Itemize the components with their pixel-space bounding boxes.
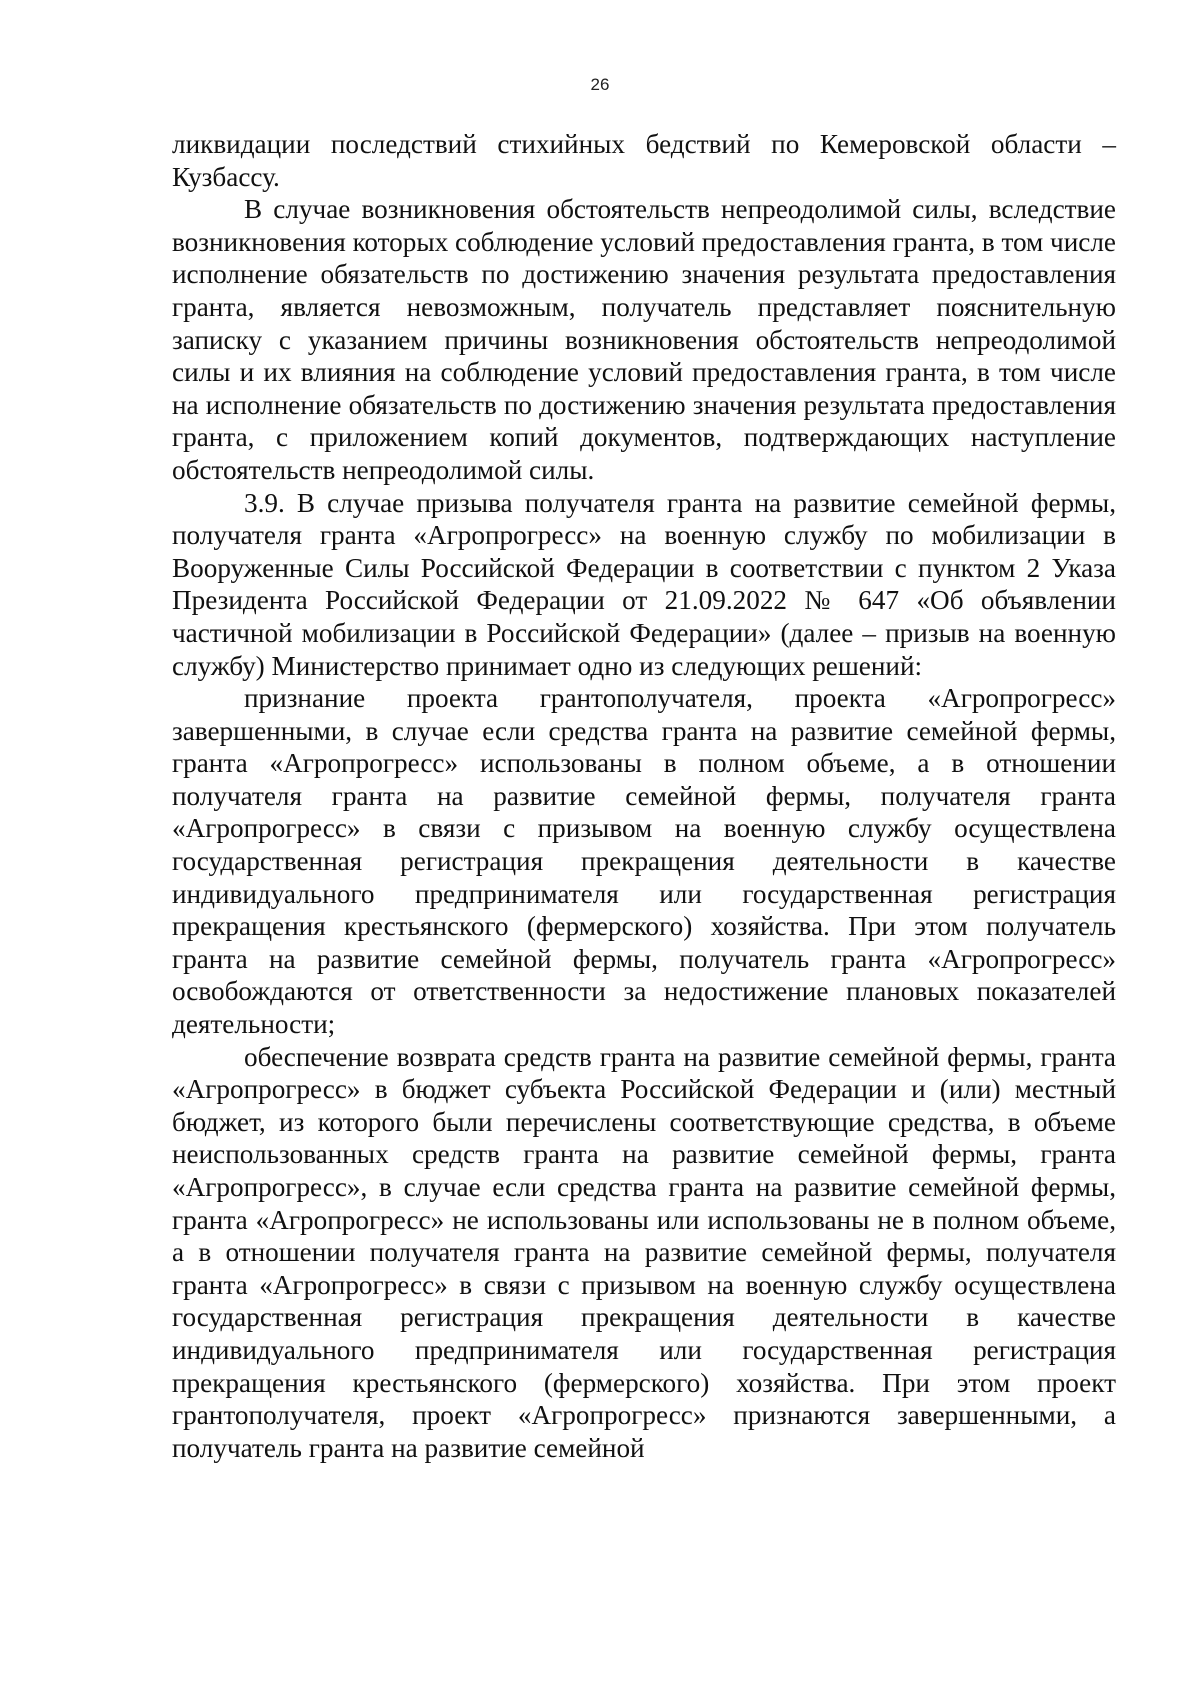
paragraph-force-majeure: В случае возникновения обстоятельств непреодолимой силы, вследствие возникновения которых соблюдение условий предоставления гранта, в том числе исполнение обязательств по достижению значения результата предоставления гранта, является невозможным, получатель представляет пояснительную записку с указанием причины возникновения обстоятельств непреодолимой силы и их влияния на соблюдение условий предоставления гранта, в том числе на исполнение обязательств по достижению значения результата предоставления гранта, с приложением копий документов, подтверждающих наступление обстоятельств непреодолимой силы. [172,194,1116,485]
page-number: 26 [590,75,610,94]
paragraph-continuation: ликвидации последствий стихийных бедствий по Кемеровской области – Кузбассу. [172,129,1116,192]
paragraph-decision-completion: признание проекта грантополучателя, проекта «Агропрогресс» завершенными, в случае если средства гранта на развитие семейной фермы, гранта «Агропрогресс» использованы в полном объеме, а в отношении получателя гранта на развитие семейной фермы, получателя гранта «Агропрогресс» в связи с призывом на военную службу осуществлена государственная регистрация прекращения деятельности в качестве индивидуального предпринимателя или государственная регистрация прекращения крестьянского (фермерского) хозяйства. При этом получатель гранта на развитие семейной фермы, получатель гранта «Агропрогресс» освобождаются от ответственности за недостижение плановых показателей деятельности; [172,683,1116,1040]
document-body [172,128,1116,1464]
paragraph-decision-refund: обеспечение возврата средств гранта на развитие семейной фермы, гранта «Агропрогресс» в бюджет субъекта Российской Федерации и (или) местный бюджет, из которого были перечислены соответствующие средства, в объеме неиспользованных средств гранта на развитие семейной фермы, гранта «Агропрогресс», в случае если средства гранта на развитие семейной фермы, гранта «Агропрогресс» не использованы или использованы не в полном объеме, а в отношении получателя гранта на развитие семейной фермы, получателя гранта «Агропрогресс» в связи с призывом на военную службу осуществлена государственная регистрация прекращения деятельности в качестве индивидуального предпринимателя или государственная регистрация прекращения крестьянского (фермерского) хозяйства. При этом проект грантополучателя, проект «Агропрогресс» признаются завершенными, а получатель гранта на развитие семейной [172,1041,1116,1463]
paragraph-section-3-9: 3.9. В случае призыва получателя гранта на развитие семейной фермы, получателя гранта «Агропрогресс» на военную службу по мобилизации в Вооруженные Силы Российской Федерации в соответствии с пунктом 2 Указа Президента Российской Федерации от 21.09.2022 № 647 «Об объявлении частичной мобилизации в Российской Федерации» (далее – призыв на военную службу) Министерство принимает одно из следующих решений: [172,487,1116,681]
